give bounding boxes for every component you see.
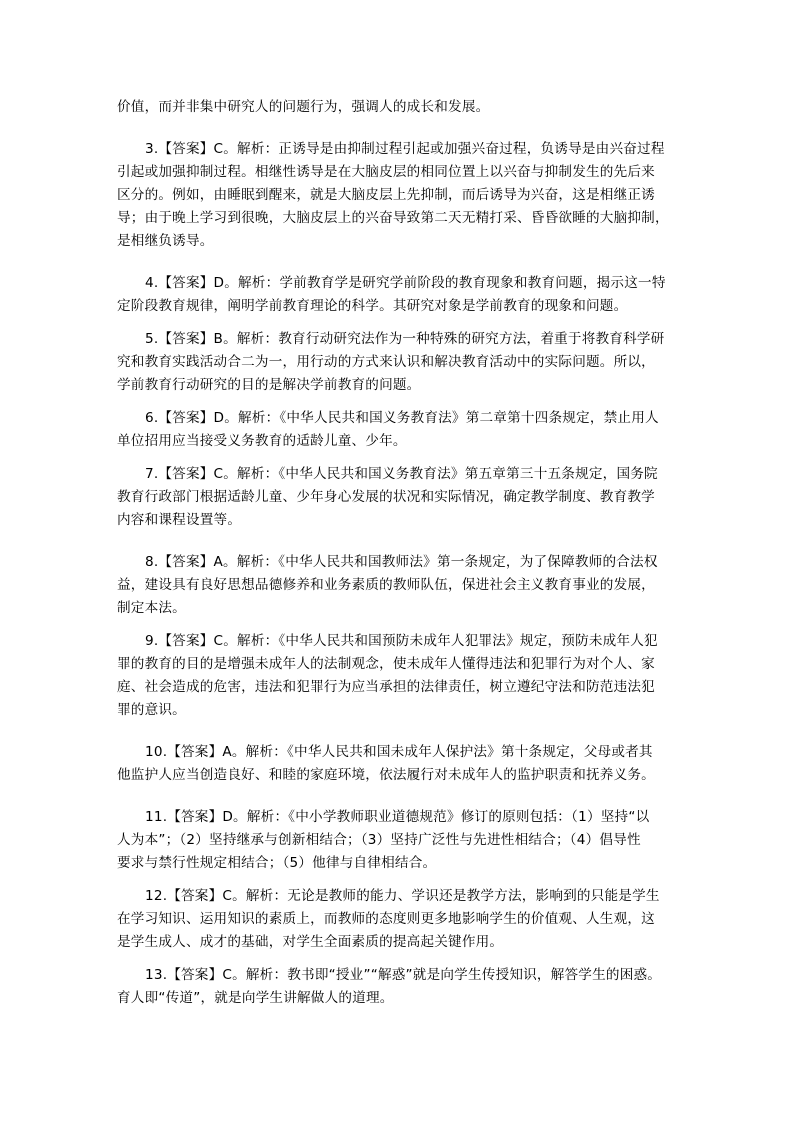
text-line: 罪的意识。 bbox=[117, 702, 186, 718]
answer-paragraph bbox=[117, 463, 687, 532]
text-line: 5.【答案】B。解析：教育行动研究法作为一种特殊的研究方法，着重于将教育科学研 bbox=[145, 331, 665, 347]
text-line: 7.【答案】C。解析：《中华人民共和国义务教育法》第五章第三十五条规定，国务院 bbox=[145, 466, 658, 482]
answer-paragraph bbox=[117, 328, 687, 397]
text-line: 4.【答案】D。解析：学前教育学是研究学前阶段的教育现象和教育问题，揭示这一特 bbox=[145, 275, 666, 291]
text-line: 6.【答案】D。解析：《中华人民共和国义务教育法》第二章第十四条规定，禁止用人 bbox=[145, 410, 659, 426]
text-line: 究和教育实践活动合二为一，用行动的方式来认识和解决教育活动中的实际问题。所以， bbox=[117, 354, 655, 370]
text-line: 定阶段教育规律，阐明学前教育理论的科学。其研究对象是学前教育的现象和问题。 bbox=[117, 298, 628, 314]
text-line: 13.【答案】C。解析：教书即“授业”“解惑”就是向学生传授知识，解答学生的困惑。 bbox=[145, 967, 662, 983]
answer-paragraph bbox=[117, 272, 687, 318]
text-line: 3.【答案】C。解析：正诱导是由抑制过程引起或加强兴奋过程，负诱导是由兴奋过程 bbox=[145, 141, 665, 157]
answer-paragraph bbox=[117, 885, 687, 954]
text-line: 益，建设具有良好思想品德修养和业务素质的教师队伍，保进社会主义教育事业的发展， bbox=[117, 577, 655, 593]
paragraph-continuation bbox=[117, 96, 687, 119]
text-line: 8.【答案】A。解析：《中华人民共和国教师法》第一条规定，为了保障教师的合法权 bbox=[145, 554, 658, 570]
text-line: 引起或加强抑制过程。相继性诱导是在大脑皮层的相同位置上以兴奋与抑制发生的先后来 bbox=[117, 164, 655, 180]
text-line: 学前教育行动研究的目的是解决学前教育的问题。 bbox=[117, 377, 421, 393]
text-line: 价值，而并非集中研究人的问题行为，强调人的成长和发展。 bbox=[117, 99, 490, 115]
text-line: 教育行政部门根据适龄儿童、少年身心发展的状况和实际情况，确定教学制度、教育教学 bbox=[117, 489, 655, 505]
text-line: 人为本”；（2）坚持继承与创新相结合；（3）坚持广泛性与先进性相结合；（4）倡导性 bbox=[117, 832, 641, 848]
answer-paragraph bbox=[117, 964, 687, 1010]
text-line: 内容和课程设置等。 bbox=[117, 512, 242, 528]
text-line: 9.【答案】C。解析：《中华人民共和国预防未成年人犯罪法》规定，预防未成年人犯 bbox=[145, 633, 658, 649]
text-line: 11.【答案】D。解析：《中小学教师职业道德规范》修订的原则包括：（1）坚持“以 bbox=[145, 809, 650, 825]
text-line: 12.【答案】C。解析：无论是教师的能力、学识还是教学方法，影响到的只能是学生 bbox=[145, 888, 660, 904]
text-line: 单位招用应当接受义务教育的适龄儿童、少年。 bbox=[117, 433, 407, 449]
answer-paragraph bbox=[117, 741, 687, 787]
text-line: 他监护人应当创造良好、和睦的家庭环境，依法履行对未成年人的监护职责和抚养义务。 bbox=[117, 767, 655, 783]
text-line: 导；由于晚上学习到很晚，大脑皮层上的兴奋导致第二天无精打采、昏昏欲睡的大脑抑制， bbox=[117, 210, 669, 226]
text-line: 育人即“传道”，就是向学生讲解做人的道理。 bbox=[117, 990, 394, 1006]
answer-paragraph bbox=[117, 407, 687, 453]
text-line: 区分的。例如，由睡眠到醒来，就是大脑皮层上先抑制，而后诱导为兴奋，这是相继正诱 bbox=[117, 187, 655, 203]
answer-paragraph bbox=[117, 806, 687, 875]
answer-paragraph bbox=[117, 630, 687, 722]
text-line: 罪的教育的目的是增强未成年人的法制观念，使未成年人懂得违法和犯罪行为对个人、家 bbox=[117, 656, 655, 672]
text-line: 是相继负诱导。 bbox=[117, 233, 214, 249]
text-line: 是学生成人、成才的基础，对学生全面素质的提高起关键作用。 bbox=[117, 934, 504, 950]
answer-paragraph bbox=[117, 551, 687, 620]
document-page bbox=[117, 96, 687, 1010]
answer-paragraph bbox=[117, 138, 687, 253]
text-line: 庭、社会造成的危害，违法和犯罪行为应当承担的法律责任，树立遵纪守法和防范违法犯 bbox=[117, 679, 655, 695]
text-line: 在学习知识、运用知识的素质上，而教师的态度则更多地影响学生的价值观、人生观，这 bbox=[117, 911, 655, 927]
text-line: 要求与禁行性规定相结合；（5）他律与自律相结合。 bbox=[117, 855, 437, 871]
text-line: 制定本法。 bbox=[117, 600, 186, 616]
text-line: 10.【答案】A。解析：《中华人民共和国未成年人保护法》第十条规定，父母或者其 bbox=[145, 744, 653, 760]
